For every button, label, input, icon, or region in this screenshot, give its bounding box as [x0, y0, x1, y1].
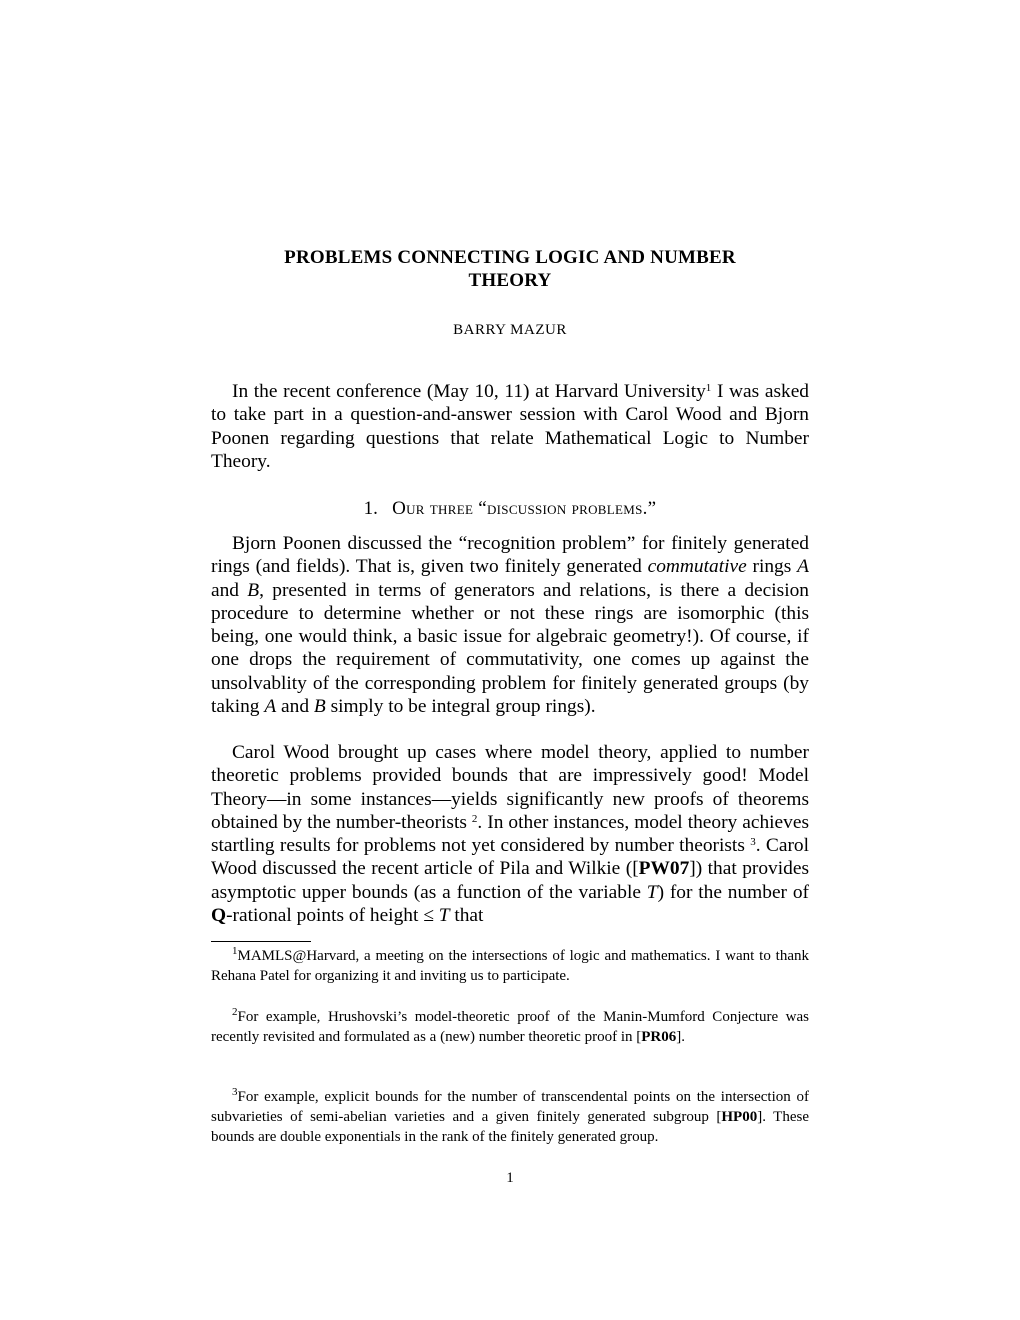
title-line-2: THEORY — [468, 270, 552, 291]
p2-text-f: -rational points of height ≤ — [226, 905, 439, 927]
p2-text-e: ) for the number of — [657, 881, 809, 903]
math-var-a: A — [797, 556, 809, 578]
p1-text-d: , presented in terms of generators and relations, is there a decision procedure to determine whether or not these rings are isomorphic (this being, one would think, a basic issue for algebraic geometry!). Of course, if one drops the requirement of commutativity, one comes up against the unsolvablity of the corresponding problem for finitely generated groups (by taking — [211, 579, 809, 718]
p1-emphasis: commutative — [647, 556, 747, 578]
intro-text-b: I was asked to take part in a question-and-answer session with Carol Wood and Bjorn Poonen regarding questions that relate Mathematical Logic to Number Theory. — [211, 381, 809, 472]
footnote-mark: 1 — [232, 944, 238, 957]
footnote-2-text-a: For example, Hrushovski’s model-theoretic proof of the Manin-Mumford Conjecture was recently revisited and formulated as a (new) number theoretic proof in [ — [211, 1009, 809, 1045]
page-number: 1 — [506, 1170, 514, 1186]
footnote-1-text: MAMLS@Harvard, a meeting on the intersections of logic and mathematics. I want to thank Rehana Patel for organizing it and inviting us to participate. — [211, 948, 809, 984]
math-var-a: A — [264, 696, 277, 718]
footnote-2-text-b: ]. — [676, 1029, 685, 1045]
math-var-t: T — [646, 881, 658, 903]
title-line-1: PROBLEMS CONNECTING LOGIC AND NUMBER — [284, 247, 736, 268]
footnote-1 — [211, 946, 809, 986]
p1-text-c: and — [211, 579, 248, 601]
p2-text-c: . Carol Wood discussed the recent article of Pila and Wilkie ([ — [211, 835, 809, 880]
p2-text-d: ]) that provides asymptotic upper bounds (as a function of the variable — [211, 858, 809, 903]
section-number: 1. — [363, 498, 378, 519]
math-field-q: Q — [211, 905, 227, 927]
p2-text-b: . In other instances, model theory achieves startling results for problems not yet considered by number theorists — [211, 811, 809, 857]
p2-text-g: that — [449, 905, 484, 927]
footnote-3-text-b: ]. These bounds are double exponentials in the rank of the finitely generated group. — [211, 1109, 809, 1145]
p1-text-b: rings — [746, 556, 798, 578]
footnote-mark: 2 — [232, 1005, 238, 1018]
footnote-ref-3[interactable]: 3 — [750, 836, 756, 849]
citation-hp00[interactable]: HP00 — [721, 1109, 758, 1125]
footnote-mark: 3 — [232, 1085, 238, 1098]
paragraph-model-theory — [211, 741, 809, 927]
footnote-3-text-a: For example, explicit bounds for the number of transcendental points on the intersection of subvarieties of semi-abelian varieties and a given finitely generated subgroup [ — [211, 1089, 809, 1125]
citation-pr06[interactable]: PR06 — [641, 1029, 677, 1045]
math-var-b: B — [313, 696, 326, 718]
p2-text-a: Carol Wood brought up cases where model theory, applied to number theoretic problems provided bounds that are impressively good! Model Theory—in some instances—yields significantly new proofs of theorems obtained by the number-theorists — [211, 742, 809, 833]
footnote-divider — [211, 941, 311, 942]
footnote-3 — [211, 1087, 809, 1147]
p1-text-e: and — [276, 696, 314, 718]
p1-text-a: Bjorn Poonen discussed the “recognition problem” for finitely generated rings (and fields). That is, given two finitely generated — [211, 533, 809, 578]
paragraph-recognition-problem — [211, 532, 809, 718]
footnote-ref-1[interactable]: 1 — [705, 381, 712, 394]
citation-pw07[interactable]: PW07 — [638, 858, 690, 880]
math-var-b: B — [247, 579, 260, 601]
author-name: BARRY MAZUR — [453, 322, 567, 338]
footnote-ref-2[interactable]: 2 — [471, 812, 478, 825]
p1-text-f: simply to be integral group rings). — [325, 696, 596, 718]
footnote-2 — [211, 1007, 809, 1047]
section-title: Our three “discussion problems.” — [392, 498, 657, 519]
intro-text-a: In the recent conference (May 10, 11) at Harvard University — [232, 381, 706, 402]
intro-paragraph — [211, 380, 809, 473]
math-var-t: T — [438, 905, 450, 927]
paper-title — [211, 246, 809, 292]
section-heading — [211, 498, 809, 520]
